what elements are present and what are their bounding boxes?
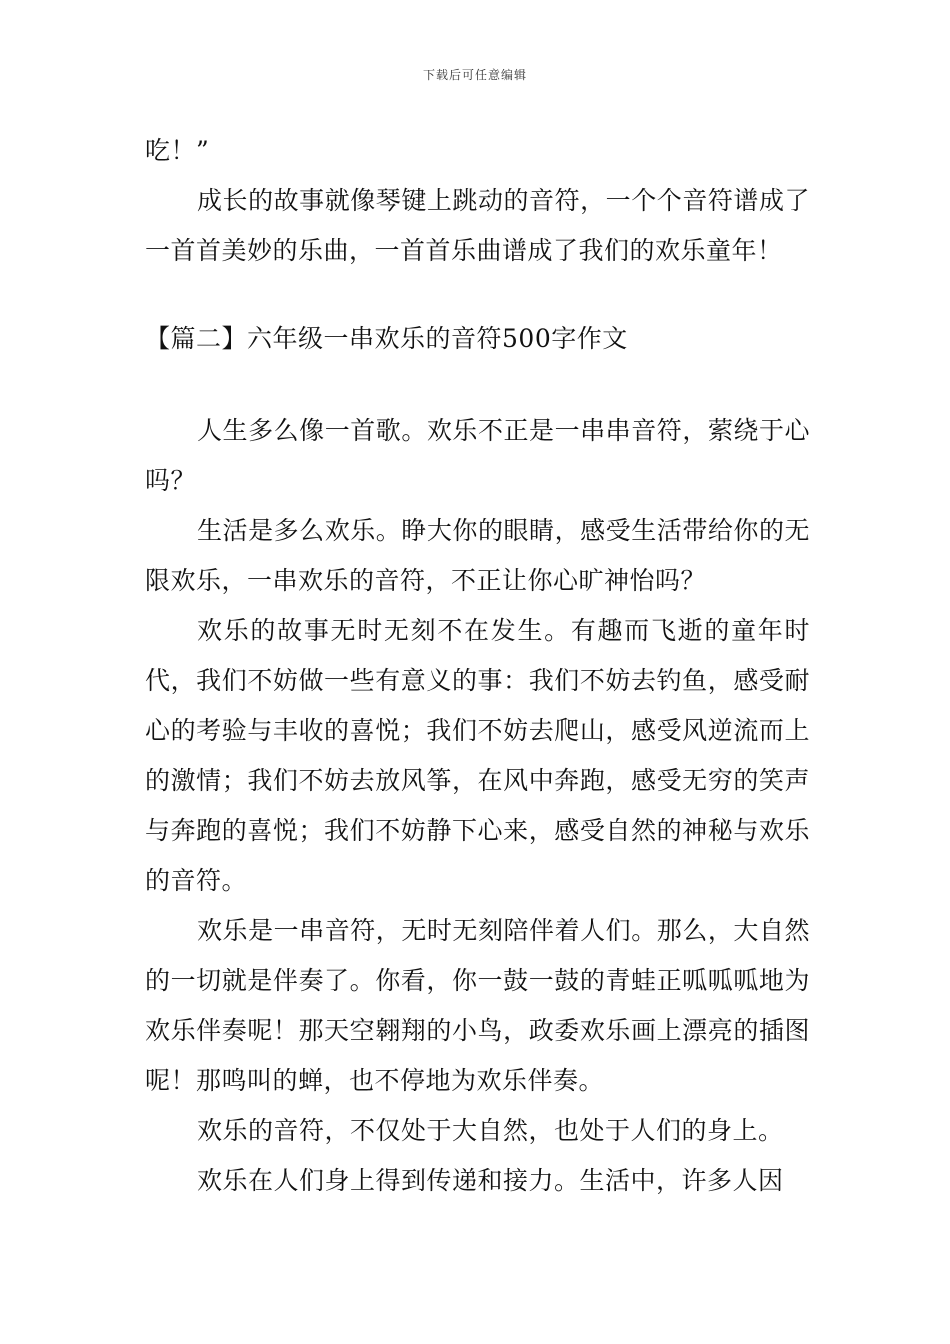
document-body	[145, 126, 810, 1206]
paragraph-continuation: 吃！”	[145, 136, 210, 165]
paragraph: 欢乐的音符，不仅处于大自然，也处于人们的身上。	[197, 1116, 784, 1145]
paragraph: 欢乐是一串音符，无时无刻陪伴着人们。那么，大自然的一切就是伴奏了。你看，你一鼓一鼓的青蛙正呱呱呱地为欢乐伴奏呢！那天空翱翔的小鸟，政委欢乐画上漂亮的插图呢！那鸣叫的蝉，也不停地为欢乐伴奏。	[145, 916, 810, 1095]
section-heading: 【篇二】六年级一串欢乐的音符500字作文	[145, 324, 628, 353]
paragraph: 欢乐的故事无时无刻不在发生。有趣而飞逝的童年时代，我们不妨做一些有意义的事：我们不妨去钓鱼，感受耐心的考验与丰收的喜悦；我们不妨去爬山，感受风逆流而上的激情；我们不妨去放风筝，在风中奔跑，感受无穷的笑声与奔跑的喜悦；我们不妨静下心来，感受自然的神秘与欢乐的音符。	[145, 616, 810, 895]
header-note: 下载后可任意编辑	[422, 68, 527, 82]
paragraph: 欢乐在人们身上得到传递和接力。生活中，许多人因	[197, 1166, 784, 1195]
paragraph: 成长的故事就像琴键上跳动的音符，一个个音符谱成了一首首美妙的乐曲，一首首乐曲谱成了我们的欢乐童年！	[145, 186, 810, 265]
spacer	[145, 364, 810, 406]
paragraph: 生活是多么欢乐。睁大你的眼睛，感受生活带给你的无限欢乐，一串欢乐的音符，不正让你心旷神怡吗？	[145, 516, 810, 595]
paragraph: 人生多么像一首歌。欢乐不正是一串串音符，萦绕于心吗？	[145, 416, 810, 495]
